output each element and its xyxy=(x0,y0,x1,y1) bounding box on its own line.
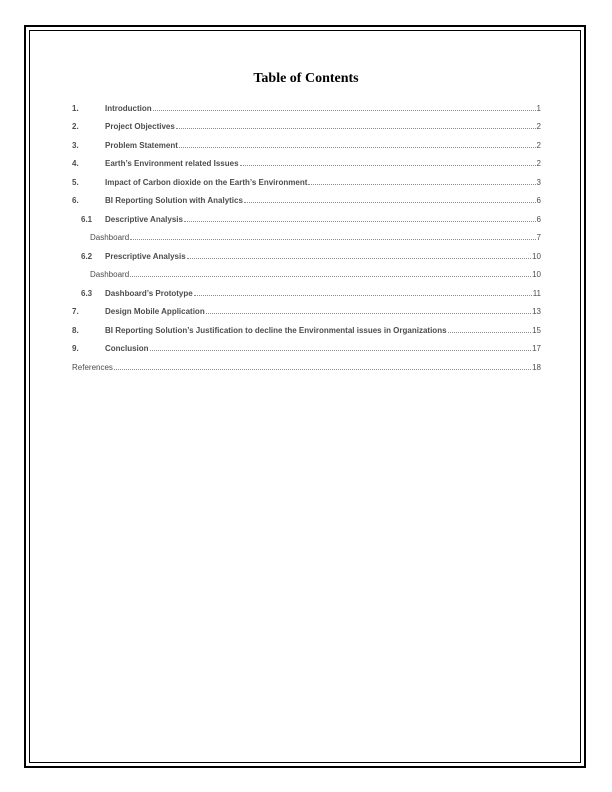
page-title: Table of Contents xyxy=(253,71,359,86)
dot-leader xyxy=(114,369,531,370)
toc-entry-prescriptive-analysis[interactable] xyxy=(72,242,541,261)
toc-entry-label: BI Reporting Solution’s Justification to decline the Environmental issues in Organizations xyxy=(105,325,447,335)
toc-entry-label: Dashboard xyxy=(90,233,130,242)
toc-entry-number: 4. xyxy=(72,159,79,168)
toc-entry-descriptive-analysis[interactable] xyxy=(72,205,541,224)
toc-entry-page: 10 xyxy=(532,270,541,279)
dot-leader xyxy=(240,165,536,166)
dot-leader xyxy=(244,202,536,203)
toc-entry-introduction[interactable] xyxy=(72,94,541,113)
toc-entry-number: 3. xyxy=(72,140,79,150)
dot-leader xyxy=(179,147,536,148)
toc-entry-page: 2 xyxy=(536,140,541,150)
toc-entry-page: 13 xyxy=(532,307,541,316)
dot-leader xyxy=(150,350,532,351)
dot-leader xyxy=(184,221,536,222)
toc-entry-references[interactable] xyxy=(72,353,541,372)
dot-leader xyxy=(153,110,536,111)
toc-entry-label: Earth’s Environment related Issues xyxy=(105,159,239,168)
toc-entry-problem-statement[interactable] xyxy=(72,131,541,150)
toc-entry-page: 17 xyxy=(532,344,541,353)
toc-entry-page: 18 xyxy=(532,362,541,372)
dot-leader xyxy=(206,313,531,314)
dot-leader xyxy=(130,239,535,240)
toc-entry-number: 9. xyxy=(72,344,79,353)
toc-entry-number: 8. xyxy=(72,325,79,335)
toc-entry-project-objectives[interactable] xyxy=(72,113,541,132)
toc-entry-label: Prescriptive Analysis xyxy=(105,251,186,261)
dot-leader xyxy=(308,184,535,185)
toc-entry-number: 6.1 xyxy=(81,214,93,224)
toc-entry-number: 6.2 xyxy=(81,251,93,261)
toc-entry-number: 2. xyxy=(72,122,79,131)
toc-entry-dashboard-descriptive[interactable] xyxy=(72,224,541,243)
table-of-contents xyxy=(72,94,541,372)
toc-entry-page: 2 xyxy=(536,122,541,131)
toc-entry-dashboard-prescriptive[interactable] xyxy=(72,261,541,280)
toc-entry-page: 6 xyxy=(536,196,541,205)
toc-entry-conclusion[interactable] xyxy=(72,335,541,354)
toc-entry-label: Introduction xyxy=(105,103,152,113)
toc-entry-label: Impact of Carbon dioxide on the Earth’s Environment xyxy=(105,177,308,187)
toc-entry-mobile-application[interactable] xyxy=(72,298,541,317)
toc-entry-bi-reporting-solution[interactable] xyxy=(72,187,541,206)
toc-entry-page: 6 xyxy=(536,214,541,224)
toc-entry-page: 10 xyxy=(532,251,541,261)
dot-leader xyxy=(187,258,531,259)
toc-entry-page: 7 xyxy=(536,233,541,242)
toc-entry-number: 1. xyxy=(72,103,79,113)
dot-leader xyxy=(176,128,536,129)
toc-entry-label: BI Reporting Solution with Analytics xyxy=(105,196,243,205)
toc-entry-number: 6. xyxy=(72,196,79,205)
toc-entry-number: 6.3 xyxy=(81,288,93,298)
dot-leader xyxy=(130,276,531,277)
toc-entry-label: Dashboard xyxy=(90,270,130,279)
toc-entry-justification[interactable] xyxy=(72,316,541,335)
toc-entry-page: 2 xyxy=(536,159,541,168)
toc-entry-label: Dashboard’s Prototype xyxy=(105,288,193,298)
toc-entry-label: Project Objectives xyxy=(105,122,175,131)
toc-entry-number: 5. xyxy=(72,177,79,187)
dot-leader xyxy=(448,332,532,333)
toc-entry-page: 1 xyxy=(536,103,541,113)
toc-entry-label: References xyxy=(72,362,113,372)
toc-entry-page: 11 xyxy=(532,288,541,298)
toc-entry-number: 7. xyxy=(72,307,79,316)
toc-entry-page: 3 xyxy=(536,177,541,187)
toc-entry-label: Design Mobile Application xyxy=(105,307,205,316)
toc-entry-label: Conclusion xyxy=(105,344,149,353)
dot-leader xyxy=(194,295,532,296)
toc-entry-label: Descriptive Analysis xyxy=(105,214,183,224)
toc-entry-environment-issues[interactable] xyxy=(72,150,541,169)
toc-entry-label: Problem Statement xyxy=(105,140,178,150)
toc-entry-carbon-dioxide-impact[interactable] xyxy=(72,168,541,187)
toc-entry-page: 15 xyxy=(532,325,541,335)
toc-entry-dashboard-prototype[interactable] xyxy=(72,279,541,298)
